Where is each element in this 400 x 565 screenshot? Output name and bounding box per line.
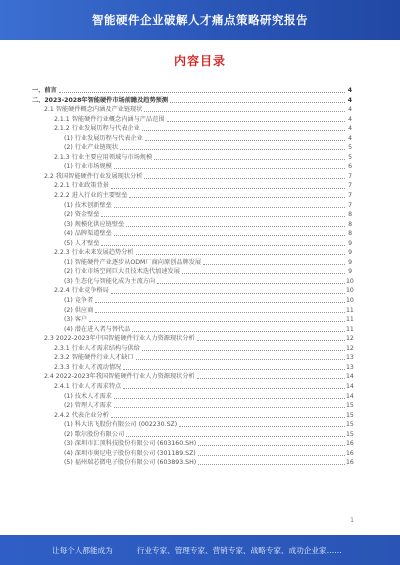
toc-entry-page: 16 xyxy=(346,449,354,457)
toc-entry-page: 4 xyxy=(348,106,352,114)
toc-leader-dots xyxy=(179,420,345,427)
toc-entry-text: 2.1.3 行业主要应用领域与市场规模 xyxy=(54,153,153,161)
toc-entry-text: 一、前言 xyxy=(32,87,57,94)
toc-entry-text: 2.2 我国智能硬件行业发展现状分析 xyxy=(44,172,143,180)
toc-leader-dots xyxy=(197,372,345,379)
toc-entry[interactable] xyxy=(32,401,352,411)
toc-leader-dots xyxy=(203,258,345,265)
toc-entry[interactable] xyxy=(32,439,352,449)
toc-entry-page: 7 xyxy=(348,172,352,180)
toc-entry-page: 5 xyxy=(348,144,352,152)
toc-leader-dots xyxy=(95,296,345,303)
toc-entry[interactable] xyxy=(32,382,352,392)
toc-leader-dots xyxy=(144,105,345,112)
toc-entry-text: 2.3 2022-2023年中国智能硬件行业人力资源现状分析 xyxy=(44,335,195,343)
toc-entry[interactable] xyxy=(32,201,352,211)
toc-leader-dots xyxy=(114,201,345,208)
toc-entry[interactable] xyxy=(32,105,352,115)
toc-entry-page: 8 xyxy=(348,230,352,238)
header-bar xyxy=(0,0,400,40)
toc-leader-dots xyxy=(101,239,345,246)
toc-entry[interactable] xyxy=(32,334,352,344)
toc-entry-page: 16 xyxy=(346,459,354,467)
toc-entry[interactable] xyxy=(32,162,352,172)
toc-entry-page: 10 xyxy=(346,297,354,305)
toc-entry-page: 4 xyxy=(348,125,352,133)
toc-entry-text: 2.3.3 行业人才流动情况 xyxy=(54,363,122,371)
toc-leader-dots xyxy=(144,172,345,179)
toc-entry[interactable] xyxy=(32,115,352,125)
toc-entry-text: (3) 规模化供应链壁垒 xyxy=(64,220,125,228)
toc-entry-text: (3) 客户 xyxy=(64,316,88,324)
toc-leader-dots xyxy=(123,363,345,370)
toc-entry-text: (1) 行业发展历程与代表企业 xyxy=(64,134,143,142)
toc-entry[interactable] xyxy=(32,430,352,440)
toc-entry[interactable] xyxy=(32,153,352,163)
toc-entry-page: 14 xyxy=(346,382,354,390)
toc-entry-page: 11 xyxy=(346,316,354,324)
toc-entry-text: (1) 智能硬件产业逐步从ODM厂商向原创品牌发展 xyxy=(64,258,202,266)
toc-leader-dots xyxy=(89,315,345,322)
toc-entry-page: 10 xyxy=(346,277,354,285)
toc-entry-text: 2.1.2 行业发展历程与代表企业 xyxy=(54,125,140,133)
toc-leader-dots xyxy=(142,124,345,131)
toc-leader-dots xyxy=(132,325,345,332)
toc-leader-dots xyxy=(145,134,345,141)
toc-leader-dots xyxy=(111,411,345,418)
toc-entry-text: (2) 行业产业链现状 xyxy=(64,144,119,152)
toc-entry[interactable] xyxy=(32,296,352,306)
toc-leader-dots xyxy=(120,143,345,150)
toc-entry-text: (1) 科大讯飞股份有限公司 (002230.SZ) xyxy=(64,421,178,429)
toc-entry-page: 10 xyxy=(346,287,354,295)
toc-entry-page: 7 xyxy=(348,201,352,209)
toc-entry[interactable] xyxy=(32,267,352,277)
toc-entry[interactable] xyxy=(32,315,352,325)
toc-leader-dots xyxy=(182,267,345,274)
toc-leader-dots xyxy=(111,181,345,188)
toc-entry-text: 2.1 智能硬件概念内涵及产业链现状 xyxy=(44,106,143,114)
toc-entry-page: 12 xyxy=(346,344,354,352)
toc-leader-dots xyxy=(123,382,345,389)
toc-entry-text: 2.3.1 行业人才需求结构与供给 xyxy=(54,344,140,352)
toc-leader-dots xyxy=(197,334,345,341)
toc-entry[interactable] xyxy=(32,411,352,421)
toc-leader-dots xyxy=(198,458,345,465)
toc-leader-dots xyxy=(126,430,345,437)
toc-entry-page: 4 xyxy=(348,134,352,142)
toc-leader-dots xyxy=(198,449,345,456)
toc-entry-page: 9 xyxy=(348,249,352,257)
toc-entry-page: 7 xyxy=(348,192,352,200)
toc-entry[interactable] xyxy=(32,458,352,468)
toc-entry[interactable] xyxy=(32,181,352,191)
toc-entry-text: 2.2.2 进入行业的主要壁垒 xyxy=(54,192,128,200)
toc-leader-dots xyxy=(136,248,345,255)
table-of-contents xyxy=(32,86,352,526)
toc-entry-text: (5) 福州瑞芯微电子股份有限公司 (603893.SH) xyxy=(64,459,197,467)
toc-entry-text: (2) 行业市场空间巨大且技术迭代加速发展 xyxy=(64,268,180,276)
toc-leader-dots xyxy=(136,353,345,360)
toc-entry-text: (4) 潜在进入者与替代品 xyxy=(64,325,131,333)
toc-entry[interactable] xyxy=(32,239,352,249)
toc-entry-page: 13 xyxy=(346,354,354,362)
toc-entry[interactable] xyxy=(32,306,352,316)
toc-entry[interactable] xyxy=(32,420,352,430)
toc-entry-text: 2.1.1 智能硬件行业概念内涵与产品范围 xyxy=(54,115,165,123)
toc-entry-page: 14 xyxy=(346,373,354,381)
toc-entry[interactable] xyxy=(32,96,352,106)
toc-entry-text: (3) 生态化与智能化成为主流方向 xyxy=(64,277,156,285)
toc-entry-page: 9 xyxy=(348,239,352,247)
toc-entry[interactable] xyxy=(32,363,352,373)
toc-entry[interactable] xyxy=(32,210,352,220)
page-number: 1 xyxy=(350,517,354,524)
toc-entry-text: 二、2023-2028年智能硬件市场前瞻及趋势预测 xyxy=(32,96,169,104)
footer-tags: 行业专家、管理专家、营销专家、战略专家、成功企业家…… xyxy=(136,545,342,555)
toc-entry-text: (5) 人才壁垒 xyxy=(64,239,100,247)
toc-leader-dots xyxy=(198,439,345,446)
toc-entry-text: (4) 深圳市奥尼电子股份有限公司 (301189.SZ) xyxy=(64,449,196,457)
toc-entry-page: 5 xyxy=(348,153,352,161)
toc-entry[interactable] xyxy=(32,248,352,258)
toc-entry-text: (1) 技术人才需求 xyxy=(64,392,112,400)
toc-leader-dots xyxy=(111,286,345,293)
toc-entry-text: (1) 行业市场规模 xyxy=(64,163,112,171)
toc-entry[interactable] xyxy=(32,124,352,134)
toc-entry-page: 7 xyxy=(348,182,352,190)
toc-entry-text: (1) 技术创新壁垒 xyxy=(64,201,112,209)
toc-entry-page: 15 xyxy=(346,430,354,438)
toc-entry-text: 2.3.2 智能硬件行业人才缺口 xyxy=(54,354,134,362)
toc-entry-page: 12 xyxy=(346,335,354,343)
toc-leader-dots xyxy=(101,210,345,217)
toc-entry-text: 2.2.4 行业竞争格局 xyxy=(54,287,109,295)
toc-entry[interactable] xyxy=(32,277,352,287)
toc-entry-page: 15 xyxy=(346,421,354,429)
toc-entry[interactable] xyxy=(32,258,352,268)
toc-entry[interactable] xyxy=(32,344,352,354)
toc-entry-text: (1) 竞争者 xyxy=(64,297,94,305)
toc-entry-page: 8 xyxy=(348,220,352,228)
toc-leader-dots xyxy=(114,392,345,399)
footer-slogan: 让每个人都能成为 xyxy=(52,545,113,555)
toc-entry-page: 11 xyxy=(346,306,354,314)
toc-entry-text: (2) 歌尔股份有限公司 xyxy=(64,430,125,438)
toc-entry[interactable] xyxy=(32,86,352,96)
toc-leader-dots xyxy=(129,191,345,198)
toc-entry-text: 2.4 2022-2023年我国智能硬件行业人力资源现状分析 xyxy=(44,373,195,381)
toc-entry-page: 6 xyxy=(348,163,352,171)
toc-entry[interactable] xyxy=(32,392,352,402)
toc-entry[interactable] xyxy=(32,449,352,459)
footer-bar xyxy=(0,535,400,565)
toc-entry[interactable] xyxy=(32,372,352,382)
toc-entry-text: (2) 供应商 xyxy=(64,306,94,314)
toc-entry[interactable] xyxy=(32,143,352,153)
toc-entry-text: 2.4.1 行业人才需求特点 xyxy=(54,382,122,390)
toc-entry-page: 11 xyxy=(346,325,354,333)
toc-leader-dots xyxy=(126,220,345,227)
toc-leader-dots xyxy=(170,96,345,103)
toc-entry-text: 2.4.2 代表企业分析 xyxy=(54,411,109,419)
toc-entry-page: 16 xyxy=(346,440,354,448)
toc-entry[interactable] xyxy=(32,172,352,182)
toc-entry-page: 9 xyxy=(348,258,352,266)
toc-leader-dots xyxy=(114,401,345,408)
toc-leader-dots xyxy=(95,306,345,313)
toc-entry-text: 2.2.1 行业政策背景 xyxy=(54,182,109,190)
toc-entry-text: (2) 管理人才需求 xyxy=(64,402,112,410)
toc-entry-page: 9 xyxy=(348,268,352,276)
toc-leader-dots xyxy=(157,277,345,284)
toc-entry-page: 15 xyxy=(346,411,354,419)
toc-entry[interactable] xyxy=(32,353,352,363)
toc-entry[interactable] xyxy=(32,229,352,239)
toc-entry-text: 2.2.3 行业未来发展趋势分析 xyxy=(54,249,134,257)
toc-entry[interactable] xyxy=(32,134,352,144)
toc-leader-dots xyxy=(114,162,345,169)
report-title: 智能硬件企业破解人才痛点策略研究报告 xyxy=(92,13,308,27)
toc-entry-page: 8 xyxy=(348,211,352,219)
toc-entry-page: 4 xyxy=(347,96,352,104)
toc-leader-dots xyxy=(114,229,345,236)
toc-leader-dots xyxy=(167,115,345,122)
toc-entry-page: 14 xyxy=(346,392,354,400)
toc-entry-page: 15 xyxy=(346,402,354,410)
toc-leader-dots xyxy=(142,344,345,351)
toc-heading: 内容目录 xyxy=(173,54,226,68)
toc-entry[interactable] xyxy=(32,325,352,335)
toc-leader-dots xyxy=(59,86,345,93)
toc-entry-text: (3) 深圳市汇顶科技股份有限公司 (603160.SH) xyxy=(64,440,197,448)
toc-entry[interactable] xyxy=(32,220,352,230)
toc-leader-dots xyxy=(154,153,345,160)
toc-entry-page: 4 xyxy=(348,115,352,123)
toc-entry[interactable] xyxy=(32,191,352,201)
toc-entry-text: (4) 品牌渠道壁垒 xyxy=(64,230,112,238)
toc-entry-text: (2) 资金壁垒 xyxy=(64,211,100,219)
toc-entry[interactable] xyxy=(32,286,352,296)
toc-entry-page: 13 xyxy=(346,363,354,371)
toc-entry-page: 4 xyxy=(347,87,352,94)
